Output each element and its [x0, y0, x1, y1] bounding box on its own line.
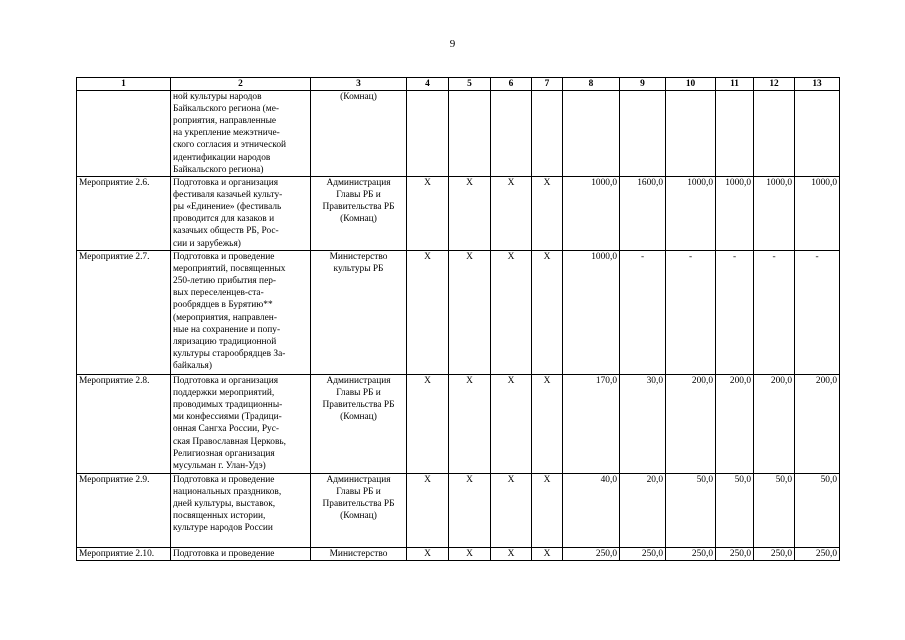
column-header: 1: [77, 78, 171, 91]
cell-col9: -: [620, 251, 666, 375]
column-header: 6: [491, 78, 532, 91]
column-header: 5: [449, 78, 491, 91]
cell-col6: [491, 91, 532, 177]
cell-col8: [563, 91, 620, 177]
cell-col8: 1000,0: [563, 177, 620, 251]
column-header: 13: [795, 78, 840, 91]
measure-code: Мероприятие 2.6.: [77, 177, 171, 251]
table-row: [77, 251, 840, 375]
cell-col10: -: [666, 251, 716, 375]
cell-col7: Х: [532, 375, 563, 474]
measure-description: Подготовка и проведение национальных праздников, дней культуры, выставок, посвященных истории, культуре народов России: [171, 474, 311, 548]
measure-description: Подготовка и проведение: [171, 548, 311, 561]
page-number: 9: [449, 38, 456, 50]
column-header: 7: [532, 78, 563, 91]
cell-col4: Х: [407, 375, 449, 474]
cell-col9: 20,0: [620, 474, 666, 548]
cell-col5: [449, 91, 491, 177]
measure-executor: Администрация Главы РБ и Правительства РБ (Комнац): [311, 474, 407, 548]
measure-executor: Министерство: [311, 548, 407, 561]
cell-col5: Х: [449, 474, 491, 548]
cell-col4: Х: [407, 474, 449, 548]
cell-col7: Х: [532, 548, 563, 561]
cell-col8: 170,0: [563, 375, 620, 474]
cell-col4: Х: [407, 548, 449, 561]
cell-col4: [407, 91, 449, 177]
measure-code: Мероприятие 2.7.: [77, 251, 171, 375]
column-header: 8: [563, 78, 620, 91]
cell-col13: 250,0: [795, 548, 840, 561]
table-row: [77, 375, 840, 474]
column-header: 11: [716, 78, 754, 91]
cell-col12: 250,0: [754, 548, 795, 561]
cell-col4: Х: [407, 177, 449, 251]
measure-code: Мероприятие 2.8.: [77, 375, 171, 474]
measure-description: Подготовка и организация фестиваля казачьей культу- ры «Единение» (фестиваль проводится для казаков и казачьих обществ РБ, Рос- сии и зарубежья): [171, 177, 311, 251]
cell-col10: 1000,0: [666, 177, 716, 251]
cell-col10: [666, 91, 716, 177]
cell-col10: 200,0: [666, 375, 716, 474]
cell-col13: [795, 91, 840, 177]
cell-col9: 30,0: [620, 375, 666, 474]
cell-col11: 200,0: [716, 375, 754, 474]
cell-col7: Х: [532, 251, 563, 375]
cell-col11: [716, 91, 754, 177]
cell-col6: Х: [491, 548, 532, 561]
table-row: [77, 474, 840, 548]
cell-col4: Х: [407, 251, 449, 375]
cell-col12: 200,0: [754, 375, 795, 474]
column-header: 12: [754, 78, 795, 91]
measure-executor: Администрация Главы РБ и Правительства РБ (Комнац): [311, 375, 407, 474]
cell-col9: 250,0: [620, 548, 666, 561]
measure-executor: Администрация Главы РБ и Правительства РБ (Комнац): [311, 177, 407, 251]
cell-col10: 50,0: [666, 474, 716, 548]
cell-col8: 40,0: [563, 474, 620, 548]
program-table: [76, 77, 840, 561]
measure-code: Мероприятие 2.9.: [77, 474, 171, 548]
cell-col9: 1600,0: [620, 177, 666, 251]
column-header: 9: [620, 78, 666, 91]
cell-col13: 1000,0: [795, 177, 840, 251]
cell-col6: Х: [491, 251, 532, 375]
cell-col11: -: [716, 251, 754, 375]
cell-col11: 50,0: [716, 474, 754, 548]
measure-description: Подготовка и проведение мероприятий, посвященных 250-летию прибытия пер- вых переселенцев-ста- рообрядцев в Бурятию** (мероприятия, направлен- ные на сохранение и попу- ляризацию традиционной культуры старообрядцев За- байкалья): [171, 251, 311, 375]
cell-col12: [754, 91, 795, 177]
cell-col12: 50,0: [754, 474, 795, 548]
cell-col13: 50,0: [795, 474, 840, 548]
table-header-row: [77, 78, 840, 91]
cell-col5: Х: [449, 548, 491, 561]
cell-col7: [532, 91, 563, 177]
cell-col6: Х: [491, 177, 532, 251]
cell-col11: 250,0: [716, 548, 754, 561]
measure-executor: Министерство культуры РБ: [311, 251, 407, 375]
cell-col13: -: [795, 251, 840, 375]
cell-col6: Х: [491, 474, 532, 548]
cell-col5: Х: [449, 251, 491, 375]
cell-col10: 250,0: [666, 548, 716, 561]
cell-col13: 200,0: [795, 375, 840, 474]
measure-description: ной культуры народов Байкальского региона (ме- роприятия, направленные на укрепление межэтниче- ского согласия и этнической идентификации народов Байкальского региона): [171, 91, 311, 177]
cell-col6: Х: [491, 375, 532, 474]
column-header: 4: [407, 78, 449, 91]
column-header: 10: [666, 78, 716, 91]
cell-col9: [620, 91, 666, 177]
table-row: [77, 91, 840, 177]
measure-description: Подготовка и организация поддержки мероприятий, проводимых традиционны- ми конфессиями (Традици- онная Сангха России, Рус- ская Православная Церковь, Религиозная организация мусульман г. Улан-Удэ): [171, 375, 311, 474]
cell-col8: 1000,0: [563, 251, 620, 375]
measure-code: Мероприятие 2.10.: [77, 548, 171, 561]
table-row: [77, 177, 840, 251]
measure-code: [77, 91, 171, 177]
table-row: [77, 548, 840, 561]
cell-col5: Х: [449, 177, 491, 251]
cell-col7: Х: [532, 474, 563, 548]
cell-col7: Х: [532, 177, 563, 251]
column-header: 3: [311, 78, 407, 91]
cell-col12: 1000,0: [754, 177, 795, 251]
cell-col11: 1000,0: [716, 177, 754, 251]
cell-col5: Х: [449, 375, 491, 474]
measure-executor: (Комнац): [311, 91, 407, 177]
column-header: 2: [171, 78, 311, 91]
cell-col8: 250,0: [563, 548, 620, 561]
cell-col12: -: [754, 251, 795, 375]
